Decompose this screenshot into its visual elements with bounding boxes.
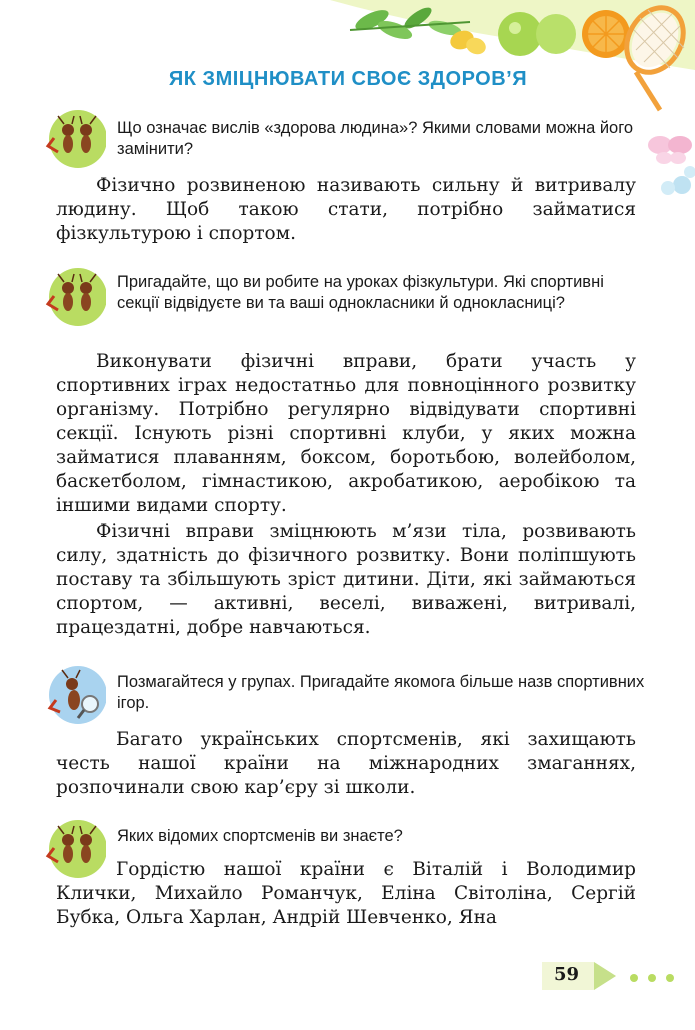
paragraph-2: Виконувати фізичні вправи, брати участь у спортивних іграх недостатньо для повноцінного розвитку організму. Потрібно регулярно відвідувати спортивні секції. Існують різні спортивні клуби, у яких можна займатися плаванням, боксом, боротьбою, волейболом, баскетболом, гімнастикою, акробатикою, аеробікою та іншими видами спорту.	[56, 351, 636, 516]
paragraph-5: Гордістю нашої країни є Віталій і Володимир Клички, Михайло Романчук, Еліна Світоліна, Сергій Бубка, Ольга Харлан, Андрій Шевченко, Яна	[56, 859, 636, 928]
ant-magnifier-icon	[44, 664, 106, 726]
paragraph-1: Фізично розвиненою називають сильну й витривалу людину. Щоб такою стати, потрібно займатися фізкультурою і спортом.	[56, 175, 636, 244]
ants-thinking-icon	[44, 266, 106, 328]
fruit-icon	[498, 10, 630, 58]
blue-flower-icon	[661, 166, 695, 195]
question-1: Що означає вислів «здорова людина»? Якими словами можна його замінити?	[117, 119, 634, 158]
paragraph-4: Багато українських спортсменів, які захищають честь нашої країни на міжнародних змаганнях, розпочинали свою кар’єру зі школи.	[56, 729, 636, 798]
question-2: Пригадайте, що ви робите на уроках фізкультури. Які спортивні секції відвідуєте ви та ваші однокласники й однокласниці?	[117, 273, 604, 312]
page-title: ЯК ЗМІЦНЮВАТИ СВОЄ ЗДОРОВ’Я	[168, 68, 528, 90]
page-number: 59	[554, 964, 580, 985]
page-number-badge	[538, 956, 688, 996]
paragraph-3: Фізичні вправи зміцнюють м’язи тіла, розвивають силу, здатність до фізичного розвитку. Вони поліпшують поставу та збільшують зріст дитини. Діти, які займаються спортом, — активні, веселі, виважені, витривалі, працездатні, добре навчаються.	[56, 521, 636, 638]
question-4: Яких відомих спортсменів ви знаєте?	[117, 827, 403, 845]
ants-thinking-icon	[44, 108, 106, 170]
header-decoration	[0, 0, 695, 200]
pink-butterfly-icon	[648, 136, 692, 164]
question-3: Позмагайтеся у групах. Пригадайте якомога більше назв спортивних ігор.	[117, 673, 645, 712]
